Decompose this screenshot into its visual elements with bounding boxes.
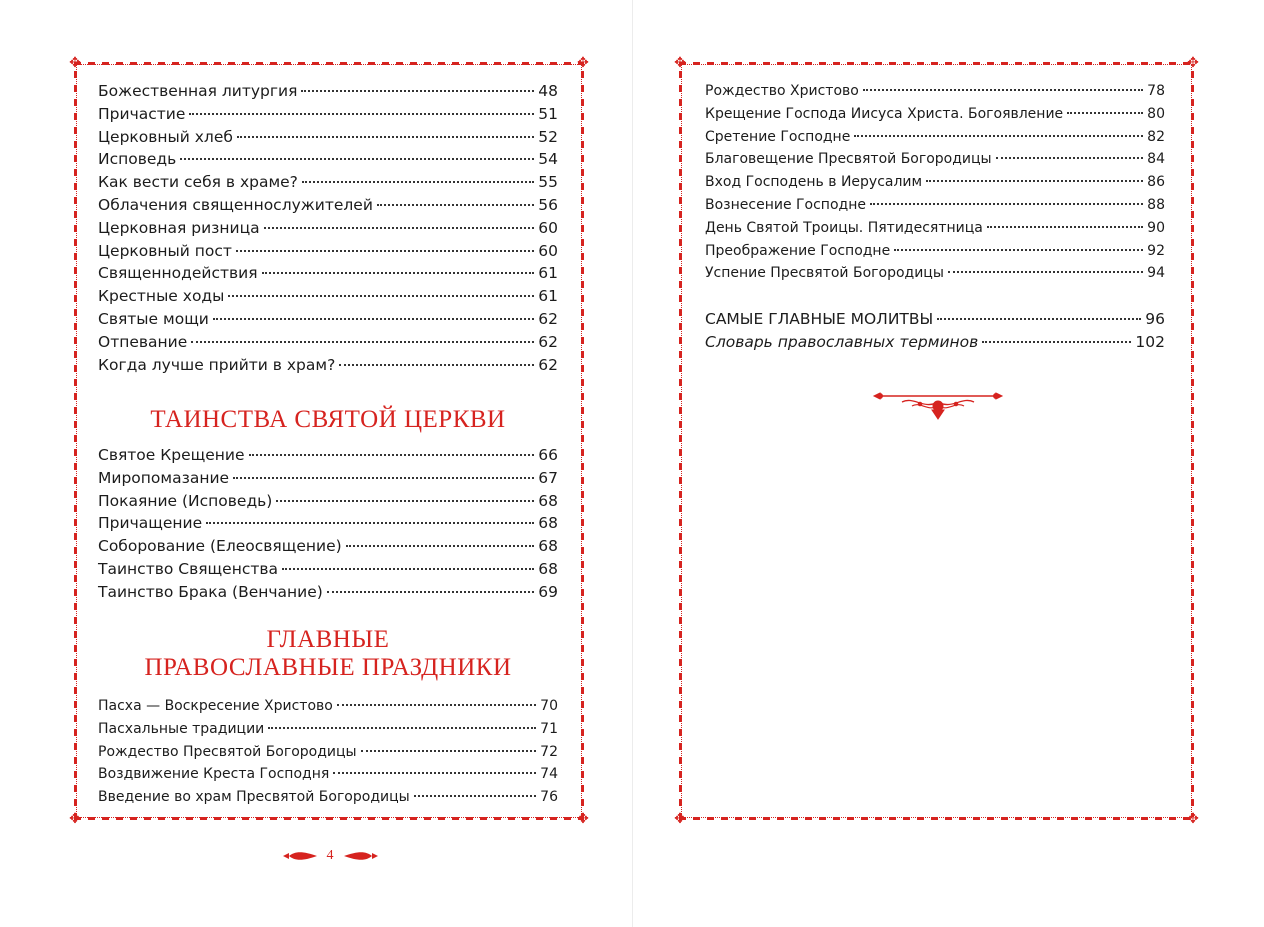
toc-entry[interactable]: [98, 581, 558, 604]
toc-entry-title: Святые мощи: [98, 309, 209, 328]
toc-entry-title: Божественная литургия: [98, 82, 298, 100]
toc-feasts-section: [98, 695, 558, 809]
toc-entry-title: Миропомазание: [98, 468, 230, 487]
leader-dots: [863, 89, 1143, 91]
toc-entry-page: 90: [1147, 219, 1165, 236]
toc-entry[interactable]: [98, 194, 558, 217]
ornament-corner-icon: ✥: [674, 811, 686, 827]
book-spine: [632, 0, 633, 927]
leader-dots: [237, 136, 534, 138]
toc-entry-page: 51: [538, 104, 558, 123]
toc-entry-page: 62: [538, 309, 558, 328]
leader-dots: [377, 204, 534, 206]
toc-entry[interactable]: [705, 308, 1165, 331]
leader-dots: [870, 203, 1143, 205]
leader-dots: [264, 227, 535, 229]
toc-entry-title: Крестные ходы: [98, 287, 225, 306]
ornament-corner-icon: ✥: [1187, 55, 1199, 71]
leader-dots: [268, 727, 536, 729]
toc-entry[interactable]: [705, 171, 1165, 194]
toc-entry[interactable]: [98, 558, 558, 581]
toc-entry-page: 72: [540, 743, 558, 760]
toc-entry-title: Причастие: [98, 104, 186, 123]
toc-entry-title: Когда лучше прийти в храм?: [98, 355, 336, 374]
leader-dots: [302, 181, 534, 183]
toc-entry-page: 61: [538, 287, 558, 306]
page-folio: [280, 848, 380, 864]
leader-dots: [1067, 112, 1143, 114]
toc-feasts-continued-section: [705, 80, 1165, 285]
toc-entry-title: Покаяние (Исповедь): [98, 491, 273, 510]
toc-entry[interactable]: [98, 741, 558, 764]
toc-entry[interactable]: [98, 262, 558, 285]
leader-dots: [276, 500, 534, 502]
folio-ornament-icon: [283, 851, 317, 861]
ornament-corner-icon: ✥: [577, 55, 589, 71]
leader-dots: [948, 271, 1143, 273]
leader-dots: [854, 135, 1143, 137]
toc-entry-page: 68: [538, 559, 558, 578]
toc-entry-title: Церковный хлеб: [98, 127, 233, 146]
toc-entry[interactable]: [705, 103, 1165, 126]
section-heading-sacraments: ТАИНСТВА СВЯТОЙ ЦЕРКВИ: [150, 406, 506, 433]
leader-dots: [228, 295, 534, 297]
leader-dots: [249, 454, 535, 456]
toc-entry-page: 48: [538, 82, 558, 100]
leader-dots: [180, 158, 534, 160]
folio-ornament-icon: [344, 851, 378, 861]
leader-dots: [339, 364, 534, 366]
toc-entry-title: Крещение Господа Иисуса Христа. Богоявление: [705, 105, 1064, 122]
toc-entry[interactable]: [98, 718, 558, 741]
ornament-corner-icon: ✥: [577, 811, 589, 827]
toc-entry-page: 52: [538, 127, 558, 146]
leader-dots: [894, 249, 1143, 251]
section-heading-feasts: [98, 626, 558, 682]
toc-entry-page: 78: [1147, 83, 1165, 99]
toc-entry-page: 67: [538, 468, 558, 487]
toc-entry-page: 84: [1147, 151, 1165, 168]
toc-entry-title: Пасха — Воскресение Христово: [98, 698, 333, 714]
toc-entry-page: 60: [538, 218, 558, 237]
toc-entry-page: 56: [538, 195, 558, 214]
toc-entry-page: 80: [1147, 105, 1165, 122]
leader-dots: [987, 226, 1143, 228]
toc-entry-title: Таинство Священства: [98, 559, 279, 578]
floral-ornament-icon: [872, 386, 1004, 420]
toc-entry-title: Воздвижение Креста Господня: [98, 766, 330, 783]
toc-entry-title: Пасхальные традиции: [98, 720, 265, 737]
leader-dots: [337, 704, 536, 706]
toc-entry[interactable]: [98, 80, 558, 103]
toc-entry-title: Благовещение Пресвятой Богородицы: [705, 151, 992, 168]
leader-dots: [996, 157, 1144, 159]
toc-entry-page: 94: [1147, 265, 1165, 282]
toc-entry[interactable]: [705, 217, 1165, 240]
page-number: 4: [326, 848, 334, 863]
toc-entry-page: 92: [1147, 242, 1165, 259]
toc-entry-title: Сретение Господне: [705, 128, 851, 145]
toc-entry[interactable]: [98, 126, 558, 149]
toc-entry-page: 88: [1147, 196, 1165, 213]
toc-entry[interactable]: [98, 490, 558, 513]
leader-dots: [333, 772, 536, 774]
toc-entry-page: 68: [538, 514, 558, 533]
toc-entry[interactable]: [705, 80, 1165, 103]
toc-general-section: [98, 80, 558, 376]
leader-dots: [937, 318, 1141, 320]
toc-entry-title: Преображение Господне: [705, 242, 891, 259]
toc-entry[interactable]: [98, 103, 558, 126]
toc-entry-title: Церковная ризница: [98, 218, 260, 237]
toc-entry-page: 86: [1147, 174, 1165, 191]
toc-entry-title: Священнодействия: [98, 264, 258, 283]
leader-dots: [206, 522, 534, 524]
ornament-corner-icon: ✥: [69, 811, 81, 827]
toc-entry-page: 102: [1135, 332, 1165, 351]
toc-entry-page: 54: [538, 150, 558, 169]
toc-entry-page: 82: [1147, 128, 1165, 145]
toc-entry-page: 76: [540, 789, 558, 806]
leader-dots: [282, 568, 534, 570]
toc-entry[interactable]: [705, 126, 1165, 149]
toc-entry[interactable]: [98, 763, 558, 786]
toc-entry-title: День Святой Троицы. Пятидесятница: [705, 219, 983, 236]
toc-entry-page: 69: [538, 582, 558, 601]
toc-entry[interactable]: [98, 331, 558, 354]
toc-entry[interactable]: [98, 467, 558, 490]
toc-entry-title: Вознесение Господне: [705, 196, 866, 213]
toc-entry[interactable]: [98, 512, 558, 535]
toc-entry-title: Словарь православных терминов: [705, 332, 979, 351]
toc-entry-title: Рождество Пресвятой Богородицы: [98, 743, 357, 760]
toc-entry-title: Соборование (Елеосвящение): [98, 537, 342, 556]
toc-entry-title: Церковный пост: [98, 241, 232, 260]
leader-dots: [926, 180, 1143, 182]
toc-entry-title: САМЫЕ ГЛАВНЫЕ МОЛИТВЫ: [705, 310, 934, 328]
ornament-corner-icon: ✥: [674, 55, 686, 71]
toc-sacraments-section: [98, 444, 558, 604]
toc-entry[interactable]: [98, 444, 558, 467]
toc-entry[interactable]: [705, 262, 1165, 285]
toc-entry-title: Таинство Брака (Венчание): [98, 582, 323, 601]
leader-dots: [213, 318, 534, 320]
toc-entry-title: Успение Пресвятой Богородицы: [705, 265, 944, 282]
toc-entry-page: 60: [538, 241, 558, 260]
toc-entry-page: 66: [538, 446, 558, 464]
leader-dots: [414, 795, 536, 797]
leader-dots: [327, 591, 534, 593]
toc-entry-page: 68: [538, 537, 558, 556]
toc-entry-page: 68: [538, 491, 558, 510]
toc-entry-title: Как вести себя в храме?: [98, 173, 298, 192]
toc-entry-page: 62: [538, 332, 558, 351]
toc-entry-title: Введение во храм Пресвятой Богородицы: [98, 789, 410, 806]
toc-entry[interactable]: [98, 354, 558, 377]
toc-entry-title: Облачения священнослужителей: [98, 195, 373, 214]
ornament-corner-icon: ✥: [69, 55, 81, 71]
toc-entry[interactable]: [98, 285, 558, 308]
leader-dots: [982, 341, 1131, 343]
toc-entry-page: 71: [540, 720, 558, 737]
toc-entry[interactable]: [98, 308, 558, 331]
toc-entry-page: 55: [538, 173, 558, 192]
toc-entry-title: Причащение: [98, 514, 203, 533]
ornament-corner-icon: ✥: [1187, 811, 1199, 827]
toc-entry-page: 74: [540, 766, 558, 783]
toc-entry-page: 70: [540, 698, 558, 714]
leader-dots: [361, 750, 537, 752]
leader-dots: [301, 90, 534, 92]
toc-end-section: [705, 308, 1165, 354]
toc-entry-title: Святое Крещение: [98, 446, 245, 464]
toc-entry[interactable]: [705, 240, 1165, 263]
toc-entry[interactable]: [705, 331, 1165, 354]
toc-entry[interactable]: [705, 194, 1165, 217]
leader-dots: [233, 477, 534, 479]
leader-dots: [346, 545, 535, 547]
toc-entry[interactable]: [98, 695, 558, 718]
leader-dots: [189, 113, 534, 115]
toc-entry-title: Вход Господень в Иерусалим: [705, 174, 923, 191]
toc-entry[interactable]: [705, 148, 1165, 171]
toc-entry[interactable]: [98, 217, 558, 240]
toc-entry[interactable]: [98, 535, 558, 558]
toc-entry[interactable]: [98, 171, 558, 194]
leader-dots: [262, 272, 535, 274]
toc-entry-title: Исповедь: [98, 150, 177, 169]
toc-entry-title: Отпевание: [98, 332, 188, 351]
toc-entry[interactable]: [98, 786, 558, 809]
toc-entry[interactable]: [98, 148, 558, 171]
leader-dots: [191, 341, 534, 343]
leader-dots: [236, 250, 534, 252]
toc-entry-page: 62: [538, 355, 558, 374]
toc-entry-page: 61: [538, 264, 558, 283]
toc-entry[interactable]: [98, 240, 558, 263]
section-heading-feasts-line1: ГЛАВНЫЕ: [266, 626, 390, 653]
toc-entry-title: Рождество Христово: [705, 83, 859, 99]
toc-entry-page: 96: [1145, 310, 1165, 328]
section-heading-feasts-line2: ПРАВОСЛАВНЫЕ ПРАЗДНИКИ: [144, 654, 512, 681]
